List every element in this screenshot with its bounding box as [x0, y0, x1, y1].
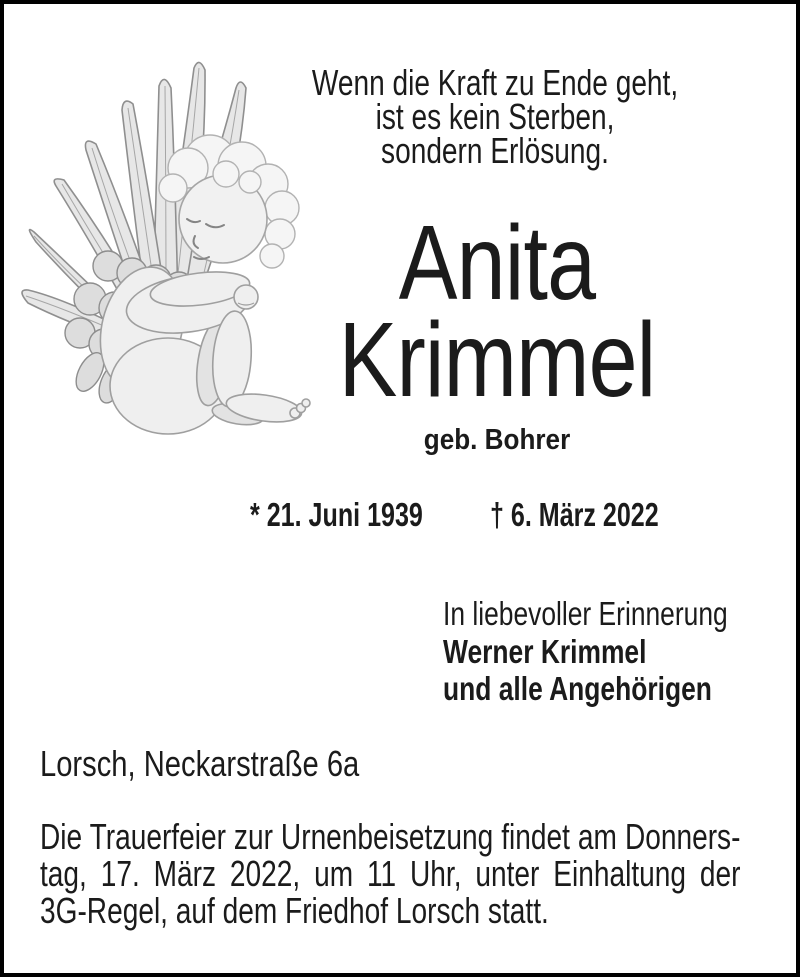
- deceased-first-name: Anita: [398, 204, 596, 322]
- birth-date: * 21. Juni 1939: [250, 496, 423, 533]
- funeral-info: [40, 818, 740, 929]
- memorial-verse: [253, 62, 737, 171]
- mourner-name: Werner Krimmel: [443, 632, 647, 670]
- verse-line-3: sondern Erlösung.: [381, 130, 609, 171]
- death-date: † 6. März 2022: [490, 496, 659, 533]
- mourners-block: [443, 595, 728, 708]
- maiden-name: geb. Bohrer: [423, 424, 571, 456]
- deceased-last-name: Krimmel: [338, 301, 656, 419]
- funeral-line-2: tag, 17. März 2022, um 11 Uhr, unter Einhaltung der: [40, 853, 741, 894]
- mourners-phrase: In liebevoller Erinnerung: [443, 595, 728, 632]
- deceased-name: [333, 204, 660, 419]
- verse-line-1: Wenn die Kraft zu Ende geht,: [311, 62, 679, 103]
- cherub-hand: [234, 285, 258, 309]
- verse-line-2: ist es kein Sterben,: [375, 96, 615, 137]
- address-line: Lorsch, Neckarstraße 6a: [40, 743, 360, 784]
- mourner-relatives: und alle Angehörigen: [443, 670, 712, 707]
- funeral-line-1: Die Trauerfeier zur Urnenbeisetzung findet am Donners-: [40, 816, 741, 857]
- funeral-line-3: 3G-Regel, auf dem Friedhof Lorsch statt.: [40, 890, 549, 931]
